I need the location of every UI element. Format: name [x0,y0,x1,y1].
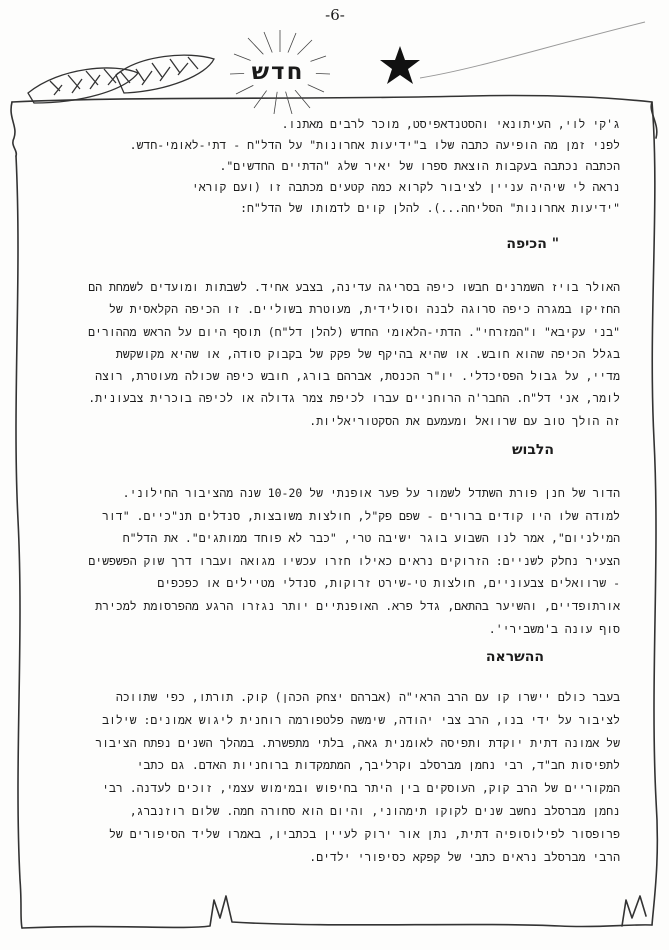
body-line: של אמונה דתית יוקדת ותפיסה לאומנית גאה, בלתי מתפשרת. במהלך השנים נפתח הציבור [95,735,620,750]
body-line: לתפיסות חב"ד, רבי נחמן מברסלב וקרליבך, המתמקדות ברוחניות האדם. גם כתבי [136,758,620,773]
body-line: המילניום", אמר לנו השבוע בוגר ישיבה טרי, "כבר לא פוחד ממותגים". את הדל"ח [122,531,620,546]
section-body-kippah [40,276,620,432]
masthead-title: חדש [251,59,305,85]
body-line: הדור של חנן פורת השתדל לשמור על פער אופנתי של 10-20 שנה מהציבור החילוני. [122,486,620,500]
body-line: אורתופדיים, והשיער בהתאם, גדל פרא. האופנתיים יותר נגזרו הרגע מהפרסומת למכירת [95,598,620,613]
intro-line: נראה לי שיהיה עניין לציבור לקרוא כמה קטעים מכתבה זו (ועם קוראי [191,180,620,194]
intro-line: ג'קי לוי, העיתונאי והסטנדאפיסט, מוכר לרבים מאתנו. [281,117,620,131]
intro-line: "ידיעות אחרונות" הסליחה...). להלן קוים לדמותו של הדל"ח: [240,201,620,215]
section-heading-inspiration: ההשראה [485,649,544,665]
body-line: למודה שלו היו קודים ברורים - שפם פק"ל, חולצות משובצות, סנדלים תנ"כיים. "דור [101,508,620,523]
body-line: הצעיר נחלק לשניים: הזרוקים נראים כאילו חזרו עכשיו מגואה ועברו דרך שוק הפשפשים [88,553,620,568]
body-line: בעבר כולם יישרו קו עם הרב הראי"ה (אברהם יצחק הכהן) קוק. תורתו, כפי שתווכה [115,690,620,704]
star-icon [378,44,422,88]
intro-line: הכתבה נכתבה בעקבות הוצאת ספרו של יאיר שלג "הדתיים החדשים". [219,159,620,173]
body-line: זה הולך טוב עם שרוואל ומעמעם את הסקטוריאליות. [309,413,620,428]
body-line: המקוריים של הרב קוק, העוסקים בין היתר בחיפוש ובמימוש עצמי, זוכים לעדנה. רבי [102,781,620,796]
body-line: פרופסור לפילוסופיה דתית, נתן אור ירוק לעיין בכתביו, באמרו שליד הסיפורים של [109,826,620,841]
body-line: לציבור על ידי בנו, הרב צבי יהודה, שימשה פלטפורמה רוחנית ליגוש אמונים: שילוב [102,712,620,727]
scribble-doodle [420,18,650,88]
page-number: -6- [325,6,345,24]
body-line: החזיקו במגרה כיפה סרוגה לבנה וסולידית, מעוטרת בשוליים. זו הכיפה הקלאסית של [109,302,620,317]
body-line: לומר, אני דל"ח. החבר'ה הרוחניים עברו לכיפת צמר גדולה או לכיפה בוכרית צבעונית. [88,391,620,406]
intro-line: לפני זמן מה הופיעה כתבה שלו ב"ידיעות אחרונות" על הדל"ח - דתי-לאומי-חדש. [129,138,620,152]
section-body-inspiration [40,686,620,868]
body-line: הרבי מברסלב נראים כתבי של קפקא כסיפורי ילדים. [309,849,620,864]
body-line: "בני עקיבא" ו"המזרחי". הדתי-הלאומי החדש (להלן דל"ח) תוסף היום על הראש מההורים [88,324,620,339]
body-line: בגלל הכיפה שהוא חובש. או שהיא בהיקף של פקק של בקבוק סודה, או שהיא מקושקשת [115,346,620,361]
body-line: נחמן מברסלב נחשב שנים לקוקו תימהוני, והיום הוא סחורה חמה. שלום רוזנברג, [129,803,620,818]
body-line: - שרוואלים צבעוניים, חולצות טי-שירט זרוקות, סנדלי מטיילים או כפכפים [157,576,620,591]
body-line: האולר בויז השמרנים חבשו כיפה בסריגה עדינה, בצבע אחיד. לשבתות ומועדים לשמחת הם [88,280,620,294]
body-line: סוף עונה ב'משבירי'. [488,621,620,636]
kippah-illustration [20,45,220,120]
section-body-clothing [40,482,620,640]
body-line: מדיי, על גבול הפסיכדלי. יו"ר הכנסת, אברהם בורג, חובש כיפה שכולה מעוטרת, רוצה [95,369,620,384]
section-heading-kippah: " הכיפה [506,236,559,252]
intro-paragraph [40,114,620,219]
section-heading-clothing: הלבוש [511,442,554,458]
